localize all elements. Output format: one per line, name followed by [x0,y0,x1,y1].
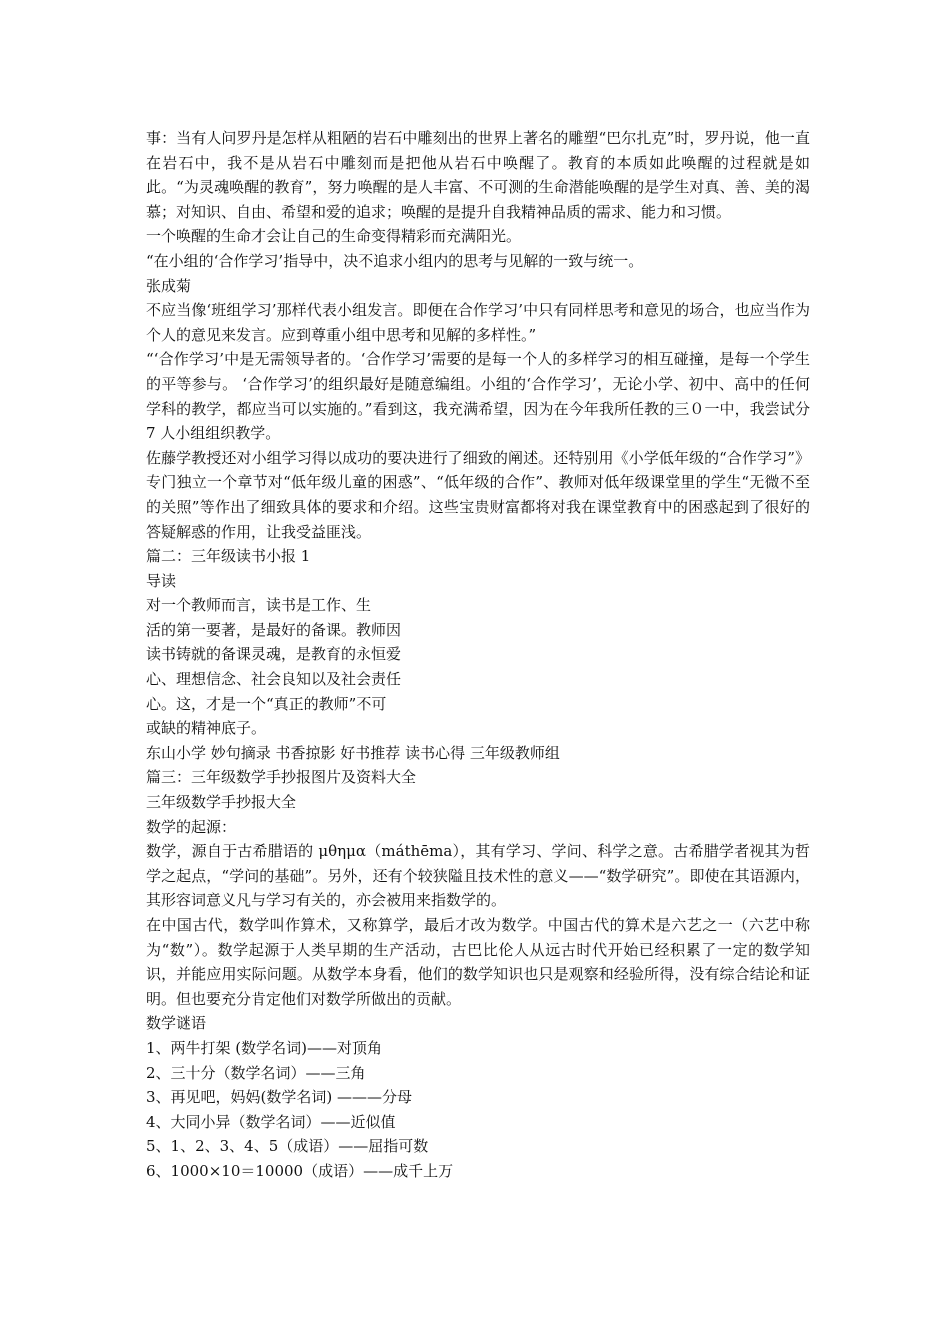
paragraph-speak-individually: 不应当像‘班组学习’那样代表小组发言。即便在合作学习’中只有同样思考和意见的场合，也应当作为个人的意见来发言。应到尊重小组中思考和见解的多样性。” [146,301,810,344]
paragraph-guide: 导读 [146,571,177,590]
paragraph-no-leader: “‘合作学习’中是无需领导者的。‘合作学习’需要的是每一个人的多样学习的相互碰撞，是每一个学生的平等参与。 ‘合作学习’的组织最好是随意编组。小组的‘合作学习’，无论小学、初中、高中的任何学科的教学，都应当可以实施的。”看到这，我充满希望，因为在今年我所任教的三０一中，我尝试分 7 人小组组织教学。 [146,350,810,443]
riddle-item-3: 3、再见吧，妈妈(数学名词) ———分母 [146,1088,413,1107]
paragraph-awakened-life: 一个唤醒的生命才会让自己的生命变得精彩而充满阳光。 [146,227,522,246]
heading-part-two: 篇二：三年级读书小报 1 [146,547,311,566]
paragraph-rodin: 事：当有人问罗丹是怎样从粗陋的岩石中雕刻出的世界上著名的雕塑“巴尔扎克”时，罗丹说，他一直在岩石中，我不是从岩石中雕刻而是把他从岩石中唤醒了。教育的本质如此唤醒的过程就是如此。“为灵魂唤醒的教育”，努力唤醒的是人丰富、不可测的生命潜能唤醒的是学生对真、善、美的渴慕；对知识、自由、希望和爱的追求；唤醒的是提升自我精神品质的需求、能力和习惯。 [146,129,810,221]
paragraph-author: 张成菊 [146,276,192,295]
paragraph-guide-line-4: 心、理想信念、社会良知以及社会责任 [146,670,402,689]
paragraph-math-origin-label: 数学的起源： [146,817,237,836]
paragraph-math-etymology: 数学，源自于古希腊语的 μθημα（máthēma），其有学习、学问、科学之意。古希腊学者视其为哲学之起点，“学问的基础”。另外，还有个较狭隘且技术性的意义——“数学研究”。即使在其语源内，其形容词意义凡与学习有关的，亦会被用来指数学的。 [146,842,810,910]
paragraph-group-guidance: “在小组的‘合作学习’指导中，决不追求小组内的思考与见解的一致与统一。 [146,251,644,270]
paragraph-math-title: 三年级数学手抄报大全 [146,793,297,812]
riddle-item-2: 2、三十分（数学名词）——三角 [146,1063,366,1082]
paragraph-guide-line-1: 对一个教师而言，读书是工作、生 [146,596,372,615]
paragraph-sato: 佐藤学教授还对小组学习得以成功的要决进行了细致的阐述。还特别用《小学低年级的“合作学习”》专门独立一个章节对“低年级儿童的困惑”、“低年级的合作”、教师对低年级课堂里的学生“无微不至的关照”等作出了细致具体的要求和介绍。这些宝贵财富都将对我在课堂教育中的困惑起到了很好的答疑解惑的作用，让我受益匪浅。 [146,448,810,541]
riddle-item-5: 5、1、2、3、4、5（成语）——屈指可数 [146,1137,429,1156]
paragraph-columns: 东山小学 妙句摘录 书香掠影 好书推荐 读书心得 三年级教师组 [146,743,560,762]
heading-math-riddles: 数学谜语 [146,1014,207,1033]
riddle-item-6: 6、1000×10＝10000（成语）——成千上万 [146,1161,454,1180]
paragraph-math-china: 在中国古代，数学叫作算术，又称算学，最后才改为数学。中国古代的算术是六艺之一（六艺中称为“数”）。数学起源于人类早期的生产活动，古巴比伦人从远古时代开始已经积累了一定的数学知识，并能应用实际问题。从数学本身看，他们的数学知识也只是观察和经验所得，没有综合结论和证明。但也要充分肯定他们对数学所做出的贡献。 [146,916,810,1008]
riddle-item-4: 4、大同小异（数学名词）——近似值 [146,1112,396,1131]
paragraph-guide-line-3: 读书铸就的备课灵魂，是教育的永恒爱 [146,645,402,664]
paragraph-guide-line-5: 心。这，才是一个“真正的教师”不可 [146,694,387,713]
riddle-item-1: 1、两牛打架 (数学名词)——对顶角 [146,1038,383,1057]
paragraph-guide-line-2: 活的第一要著，是最好的备课。教师因 [146,620,402,639]
paragraph-guide-line-6: 或缺的精神底子。 [146,719,267,738]
document-body [146,126,810,1184]
heading-part-three: 篇三：三年级数学手抄报图片及资料大全 [146,768,417,787]
